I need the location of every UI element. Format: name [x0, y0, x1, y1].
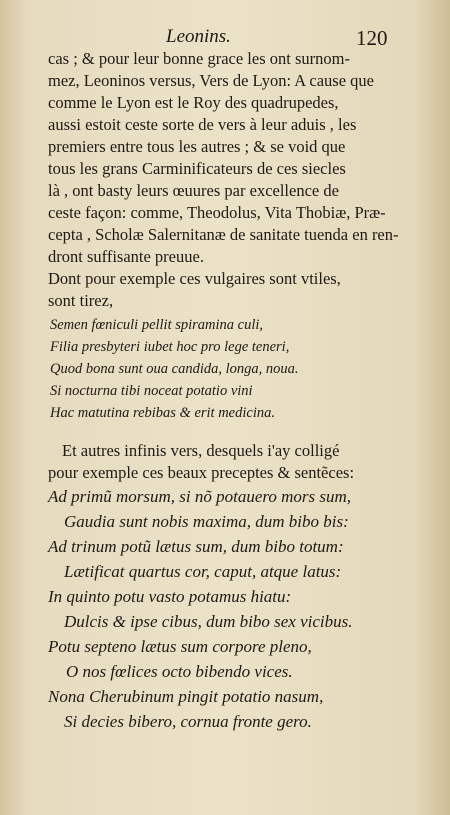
text-line: premiers entre tous les autres ; & se void que: [48, 137, 346, 156]
verse-line: Lætificat quartus cor, caput, atque latus:: [64, 562, 342, 581]
verse-line: Potu septeno lætus sum corpore pleno,: [48, 637, 312, 656]
verse-line: Si nocturna tibi noceat potatio vini: [50, 383, 253, 399]
running-title: Leonins.: [166, 26, 231, 47]
verse-line: Hac matutina rebibas & erit medicina.: [50, 405, 275, 421]
text-line: mez, Leoninos versus, Vers de Lyon: A cause que: [48, 71, 374, 90]
latin-verses-second: [48, 484, 400, 734]
page-text: [48, 48, 400, 734]
paragraph-intro: [48, 48, 400, 312]
verse-line: Quod bona sunt oua candida, longa, noua.: [50, 361, 299, 377]
verse-line: In quinto potu vasto potamus hiatu:: [48, 587, 292, 606]
text-line: tous les grans Carminificateurs de ces siecles: [48, 159, 346, 178]
text-line: Et autres infinis vers, desquels i'ay colligé: [62, 441, 340, 460]
page-number: 120: [356, 26, 388, 50]
verse-line: Nona Cherubinum pingit potatio nasum,: [48, 687, 324, 706]
page-header: [0, 26, 450, 50]
text-line: ceste façon: comme, Theodolus, Vita Thobiæ, Præ-: [48, 203, 386, 222]
latin-verses-first: [48, 314, 400, 424]
verse-line: Filia presbyteri iubet hoc pro lege teneri,: [50, 339, 290, 355]
verse-line: O nos fœlices octo bibendo vices.: [66, 662, 293, 681]
text-line: là , ont basty leurs œuures par excellence de: [48, 181, 339, 200]
text-line: Dont pour exemple ces vulgaires sont vtiles,: [48, 269, 341, 288]
verse-line: Si decies bibero, cornua fronte gero.: [64, 712, 312, 731]
text-line: aussi estoit ceste sorte de vers à leur aduis , les: [48, 115, 357, 134]
text-line: cepta , Scholæ Salernitanæ de sanitate tuenda en ren-: [48, 225, 399, 244]
verse-line: Ad trinum potũ lætus sum, dum bibo totum:: [48, 537, 344, 556]
text-line: comme le Lyon est le Roy des quadrupedes,: [48, 93, 339, 112]
verse-line: Ad primũ morsum, si nõ potauero mors sum,: [48, 487, 352, 506]
paragraph-second: [48, 440, 400, 484]
text-line: dront suffisante preuue.: [48, 247, 204, 266]
verse-line: Semen fœniculi pellit spiramina culi,: [50, 317, 264, 333]
text-line: pour exemple ces beaux preceptes & sentẽces:: [48, 463, 355, 482]
verse-line: Dulcis & ipse cibus, dum bibo sex vicibus.: [64, 612, 353, 631]
text-line: sont tirez,: [48, 291, 114, 310]
verse-line: Gaudia sunt nobis maxima, dum bibo bis:: [64, 512, 349, 531]
text-line: cas ; & pour leur bonne grace les ont surnom-: [48, 49, 350, 68]
